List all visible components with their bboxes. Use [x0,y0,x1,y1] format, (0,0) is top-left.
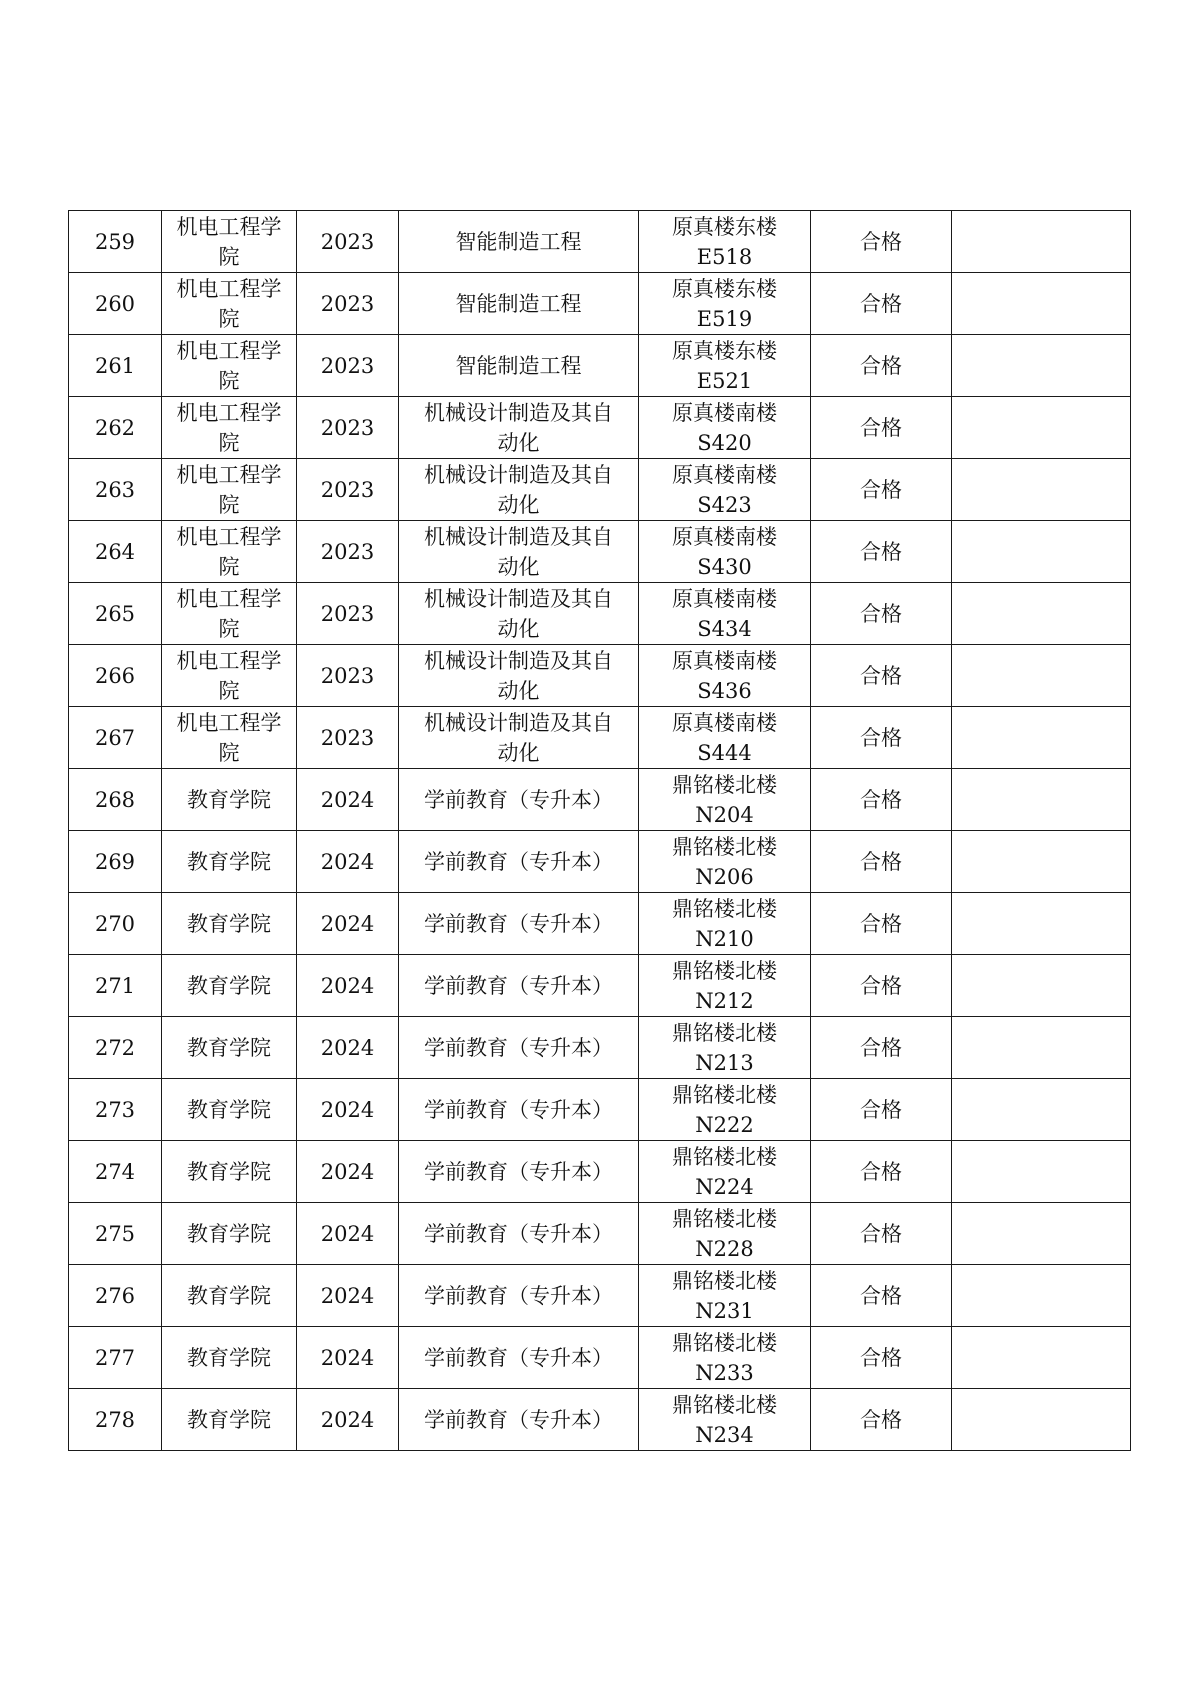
year-cell: 2024 [297,1079,399,1141]
serial-number-cell: 260 [69,273,162,335]
major-cell [399,1079,639,1141]
note-cell [952,397,1131,459]
college-cell [162,1079,297,1141]
major-cell [399,521,639,583]
serial-number-cell: 268 [69,769,162,831]
serial-number-cell: 270 [69,893,162,955]
major-cell [399,1389,639,1451]
major-line: 学前教育（专升本） [424,1035,613,1060]
table-row [69,1327,1131,1389]
note-cell [952,459,1131,521]
major-cell [399,769,639,831]
college-line: 机电工程学 [176,462,282,487]
note-cell [952,707,1131,769]
room-line: N228 [695,1236,754,1261]
major-cell [399,211,639,273]
major-line: 机械设计制造及其自 [424,648,613,673]
college-line: 教育学院 [187,849,271,874]
result-cell: 合格 [811,1327,952,1389]
room-line: 鼎铭楼北楼 [672,1082,777,1107]
table-row [69,769,1131,831]
major-line: 智能制造工程 [455,229,582,254]
serial-number-cell: 266 [69,645,162,707]
result-cell: 合格 [811,273,952,335]
note-cell [952,893,1131,955]
room-line: N213 [695,1050,754,1075]
table-row [69,707,1131,769]
note-cell [952,769,1131,831]
table-row [69,893,1131,955]
major-cell [399,645,639,707]
result-cell: 合格 [811,335,952,397]
major-cell [399,397,639,459]
room-line: 原真楼东楼 [672,276,777,301]
major-line: 学前教育（专升本） [424,1345,613,1370]
college-cell [162,769,297,831]
college-line: 院 [218,492,240,517]
room-cell [639,1265,811,1327]
room-line: N233 [695,1360,754,1385]
room-line: E521 [696,368,753,393]
serial-number-cell: 267 [69,707,162,769]
table-row [69,273,1131,335]
result-cell: 合格 [811,1141,952,1203]
table-row [69,1265,1131,1327]
result-cell: 合格 [811,893,952,955]
room-cell [639,397,811,459]
result-cell: 合格 [811,583,952,645]
serial-number-cell: 273 [69,1079,162,1141]
room-line: 鼎铭楼北楼 [672,1392,777,1417]
college-line: 教育学院 [187,1097,271,1122]
major-line: 机械设计制造及其自 [424,400,613,425]
major-line: 动化 [497,678,540,703]
year-cell: 2024 [297,1017,399,1079]
year-cell: 2024 [297,1203,399,1265]
result-cell: 合格 [811,521,952,583]
major-line: 学前教育（专升本） [424,1283,613,1308]
inspection-results-table [68,210,1131,1451]
note-cell [952,831,1131,893]
college-line: 院 [218,740,240,765]
room-line: S430 [697,554,752,579]
room-cell [639,1079,811,1141]
year-cell: 2023 [297,583,399,645]
result-cell: 合格 [811,1265,952,1327]
note-cell [952,1265,1131,1327]
room-line: S423 [697,492,752,517]
college-line: 教育学院 [187,1407,271,1432]
college-line: 院 [218,554,240,579]
room-cell [639,335,811,397]
room-line: N222 [695,1112,754,1137]
major-line: 学前教育（专升本） [424,973,613,998]
table-row [69,583,1131,645]
year-cell: 2024 [297,1327,399,1389]
result-cell: 合格 [811,1079,952,1141]
college-cell [162,707,297,769]
table-row [69,955,1131,1017]
college-cell [162,1141,297,1203]
serial-number-cell: 274 [69,1141,162,1203]
college-line: 机电工程学 [176,524,282,549]
room-cell [639,1327,811,1389]
major-line: 学前教育（专升本） [424,1097,613,1122]
serial-number-cell: 269 [69,831,162,893]
year-cell: 2023 [297,645,399,707]
room-cell [639,1389,811,1451]
room-line: N206 [695,864,754,889]
room-cell [639,583,811,645]
result-cell: 合格 [811,397,952,459]
college-cell [162,335,297,397]
table-row [69,459,1131,521]
major-line: 机械设计制造及其自 [424,586,613,611]
room-cell [639,707,811,769]
room-line: E518 [696,244,753,269]
serial-number-cell: 259 [69,211,162,273]
room-line: N231 [695,1298,754,1323]
note-cell [952,1203,1131,1265]
college-line: 教育学院 [187,787,271,812]
table-row [69,1079,1131,1141]
table-body [69,211,1131,1451]
college-line: 教育学院 [187,1159,271,1184]
table-row [69,211,1131,273]
table-row [69,397,1131,459]
serial-number-cell: 264 [69,521,162,583]
major-line: 动化 [497,740,540,765]
serial-number-cell: 263 [69,459,162,521]
year-cell: 2024 [297,893,399,955]
college-line: 机电工程学 [176,586,282,611]
note-cell [952,955,1131,1017]
major-line: 智能制造工程 [455,353,582,378]
major-line: 学前教育（专升本） [424,849,613,874]
college-line: 教育学院 [187,1221,271,1246]
note-cell [952,1079,1131,1141]
college-cell [162,583,297,645]
room-line: 鼎铭楼北楼 [672,1020,777,1045]
table-row [69,1141,1131,1203]
room-line: 原真楼东楼 [672,338,777,363]
room-cell [639,1017,811,1079]
college-cell [162,1203,297,1265]
table-row [69,521,1131,583]
college-cell [162,459,297,521]
note-cell [952,1327,1131,1389]
room-cell [639,769,811,831]
serial-number-cell: 262 [69,397,162,459]
college-line: 教育学院 [187,973,271,998]
note-cell [952,1389,1131,1451]
result-cell: 合格 [811,459,952,521]
year-cell: 2024 [297,1389,399,1451]
major-cell [399,1017,639,1079]
room-line: 鼎铭楼北楼 [672,1144,777,1169]
room-line: N224 [695,1174,754,1199]
major-line: 智能制造工程 [455,291,582,316]
year-cell: 2024 [297,955,399,1017]
note-cell [952,335,1131,397]
table-row [69,645,1131,707]
room-line: N234 [695,1422,754,1447]
college-line: 机电工程学 [176,276,282,301]
room-line: 鼎铭楼北楼 [672,1206,777,1231]
major-line: 学前教育（专升本） [424,1159,613,1184]
note-cell [952,273,1131,335]
room-line: N210 [695,926,754,951]
room-line: 鼎铭楼北楼 [672,958,777,983]
room-line: E519 [696,306,753,331]
year-cell: 2023 [297,335,399,397]
room-line: N204 [695,802,754,827]
table-row [69,1389,1131,1451]
major-cell [399,583,639,645]
room-cell [639,521,811,583]
college-line: 院 [218,306,240,331]
college-line: 教育学院 [187,1345,271,1370]
result-cell: 合格 [811,955,952,1017]
college-cell [162,521,297,583]
note-cell [952,1141,1131,1203]
major-line: 动化 [497,616,540,641]
room-cell [639,645,811,707]
college-cell [162,645,297,707]
room-line: 鼎铭楼北楼 [672,772,777,797]
serial-number-cell: 278 [69,1389,162,1451]
major-cell [399,1203,639,1265]
serial-number-cell: 277 [69,1327,162,1389]
result-cell: 合格 [811,211,952,273]
year-cell: 2023 [297,521,399,583]
college-line: 院 [218,616,240,641]
year-cell: 2023 [297,273,399,335]
college-cell [162,1389,297,1451]
major-cell [399,1265,639,1327]
college-line: 院 [218,430,240,455]
room-line: S436 [697,678,752,703]
result-cell: 合格 [811,1203,952,1265]
table-row [69,1017,1131,1079]
college-cell [162,955,297,1017]
table-row [69,1203,1131,1265]
room-cell [639,1141,811,1203]
college-line: 院 [218,244,240,269]
major-line: 学前教育（专升本） [424,911,613,936]
serial-number-cell: 272 [69,1017,162,1079]
note-cell [952,583,1131,645]
year-cell: 2023 [297,459,399,521]
college-cell [162,1265,297,1327]
college-line: 机电工程学 [176,214,282,239]
result-cell: 合格 [811,645,952,707]
major-line: 机械设计制造及其自 [424,710,613,735]
serial-number-cell: 261 [69,335,162,397]
college-line: 院 [218,678,240,703]
result-cell: 合格 [811,707,952,769]
result-cell: 合格 [811,769,952,831]
major-line: 动化 [497,492,540,517]
major-cell [399,893,639,955]
note-cell [952,645,1131,707]
result-cell: 合格 [811,831,952,893]
serial-number-cell: 276 [69,1265,162,1327]
college-cell [162,1327,297,1389]
serial-number-cell: 275 [69,1203,162,1265]
major-cell [399,1327,639,1389]
major-cell [399,831,639,893]
major-line: 动化 [497,554,540,579]
major-cell [399,459,639,521]
note-cell [952,521,1131,583]
room-line: S420 [697,430,752,455]
room-line: 鼎铭楼北楼 [672,834,777,859]
year-cell: 2023 [297,707,399,769]
year-cell: 2024 [297,1141,399,1203]
serial-number-cell: 271 [69,955,162,1017]
room-line: 原真楼南楼 [672,586,777,611]
room-cell [639,459,811,521]
major-line: 机械设计制造及其自 [424,462,613,487]
major-cell [399,955,639,1017]
room-line: 原真楼南楼 [672,648,777,673]
college-line: 机电工程学 [176,710,282,735]
college-cell [162,211,297,273]
year-cell: 2024 [297,831,399,893]
year-cell: 2023 [297,211,399,273]
table-row [69,335,1131,397]
year-cell: 2024 [297,769,399,831]
room-cell [639,893,811,955]
major-cell [399,335,639,397]
college-line: 机电工程学 [176,400,282,425]
college-line: 教育学院 [187,911,271,936]
college-line: 机电工程学 [176,338,282,363]
room-cell [639,1203,811,1265]
college-line: 教育学院 [187,1035,271,1060]
note-cell [952,1017,1131,1079]
table-row [69,831,1131,893]
note-cell [952,211,1131,273]
college-line: 机电工程学 [176,648,282,673]
serial-number-cell: 265 [69,583,162,645]
college-cell [162,893,297,955]
room-line: 原真楼南楼 [672,462,777,487]
college-line: 院 [218,368,240,393]
college-cell [162,273,297,335]
major-line: 学前教育（专升本） [424,1407,613,1432]
college-cell [162,1017,297,1079]
major-cell [399,707,639,769]
major-line: 学前教育（专升本） [424,1221,613,1246]
room-cell [639,273,811,335]
major-cell [399,1141,639,1203]
room-line: 原真楼东楼 [672,214,777,239]
major-cell [399,273,639,335]
result-cell: 合格 [811,1389,952,1451]
major-line: 动化 [497,430,540,455]
room-cell [639,211,811,273]
room-line: S444 [697,740,752,765]
room-line: 鼎铭楼北楼 [672,1268,777,1293]
major-line: 机械设计制造及其自 [424,524,613,549]
room-line: 原真楼南楼 [672,710,777,735]
room-line: N212 [695,988,754,1013]
room-line: S434 [697,616,752,641]
major-line: 学前教育（专升本） [424,787,613,812]
room-cell [639,955,811,1017]
result-cell: 合格 [811,1017,952,1079]
room-cell [639,831,811,893]
college-cell [162,831,297,893]
college-line: 教育学院 [187,1283,271,1308]
college-cell [162,397,297,459]
year-cell: 2024 [297,1265,399,1327]
room-line: 鼎铭楼北楼 [672,1330,777,1355]
room-line: 鼎铭楼北楼 [672,896,777,921]
room-line: 原真楼南楼 [672,400,777,425]
year-cell: 2023 [297,397,399,459]
room-line: 原真楼南楼 [672,524,777,549]
